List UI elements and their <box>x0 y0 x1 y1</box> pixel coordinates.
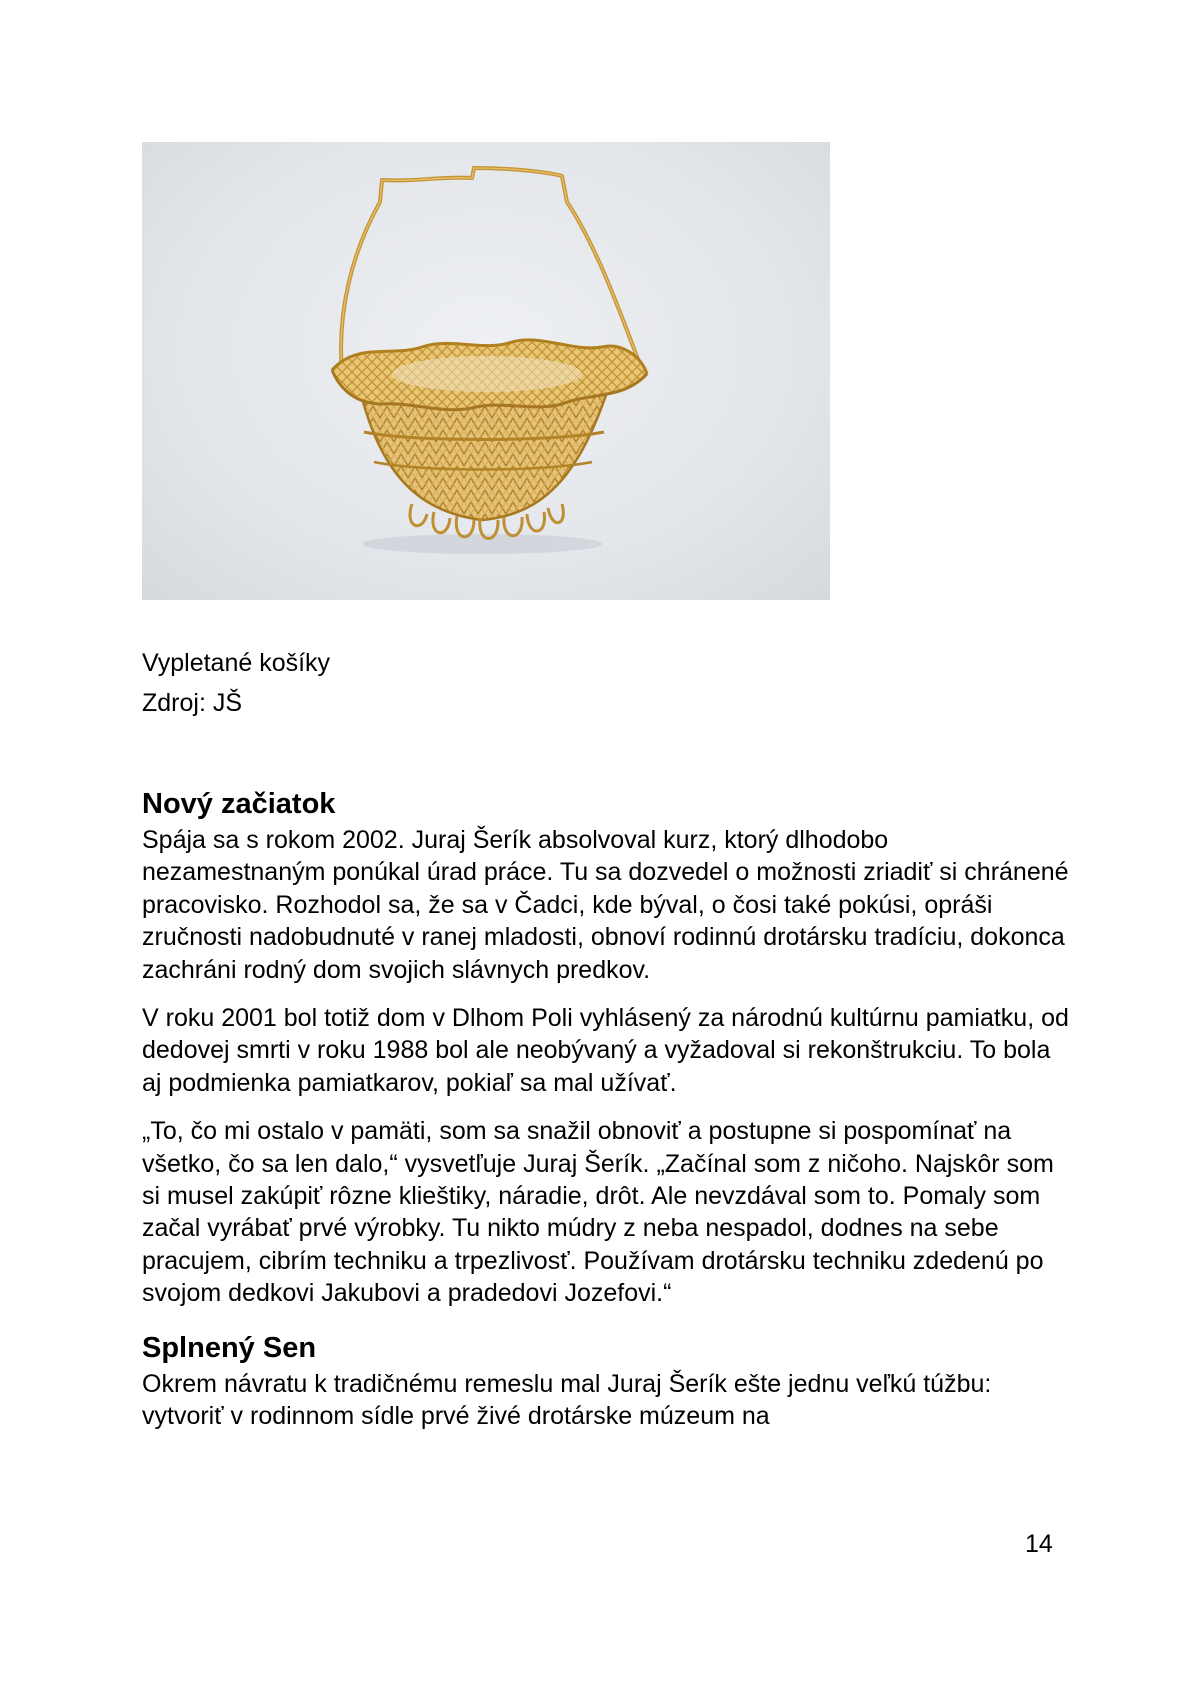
section-heading-novy-zaciatok: Nový začiatok <box>142 788 336 820</box>
basket-handle <box>341 168 642 372</box>
paragraph: „To, čo mi ostalo v pamäti, som sa snažil obnoviť a postupne si pospomínať na všetko, čo sa len dalo,“ vysvetľuje Juraj Šerík. „Začínal som z ničoho. Najskôr som si musel zakúpiť rôzne klieštiky, náradie, drôt. Ale nevzdával som to. Pomaly som začal vyrábať prvé výrobky. Tu nikto múdry z neba nespadol, dodnes na sebe pracujem, cibrím techniku a trpezlivosť. Používam drotársku techniku zdedenú po svojom dedkovi Jakubovi a pradedovi Jozefovi.“ <box>142 1117 1054 1308</box>
wire-basket-illustration <box>142 142 830 600</box>
photo-caption <box>142 643 330 723</box>
paragraph: Okrem návratu k tradičnému remeslu mal Juraj Šerík ešte jednu veľkú túžbu: vytvoriť v rodinnom sídle prvé živé drotárske múzeum na <box>142 1369 992 1431</box>
paragraph: Spája sa s rokom 2002. Juraj Šerík absolvoval kurz, ktorý dlhodobo nezamestnaným ponúkal úrad práce. Tu sa dozvedel o možnosti zriadiť si chránené pracovisko. Rozhodol sa, že sa v Čadci, kde býval, o čosi také pokúsi, opráši zručnosti nadobudnuté v ranej mladosti, obnoví rodinnú drotársku tradíciu, dokonca zachráni rodný dom svojich slávnych predkov. <box>142 826 1069 984</box>
article-body <box>142 784 1072 1449</box>
caption-source: Zdroj: JŠ <box>142 689 243 717</box>
section-heading-splneny-sen: Splnený Sen <box>142 1331 317 1364</box>
basket-photo <box>142 142 830 600</box>
page-number: 14 <box>1025 1530 1053 1558</box>
paragraph: V roku 2001 bol totiž dom v Dlhom Poli vyhlásený za národnú kultúrnu pamiatku, od dedovej smrti v roku 1988 bol ale neobývaný a vyžadoval si rekonštrukciu. To bola aj podmienka pamiatkarov, pokiaľ sa mal užívať. <box>142 1004 1069 1097</box>
caption-title: Vypletané košíky <box>142 649 331 677</box>
